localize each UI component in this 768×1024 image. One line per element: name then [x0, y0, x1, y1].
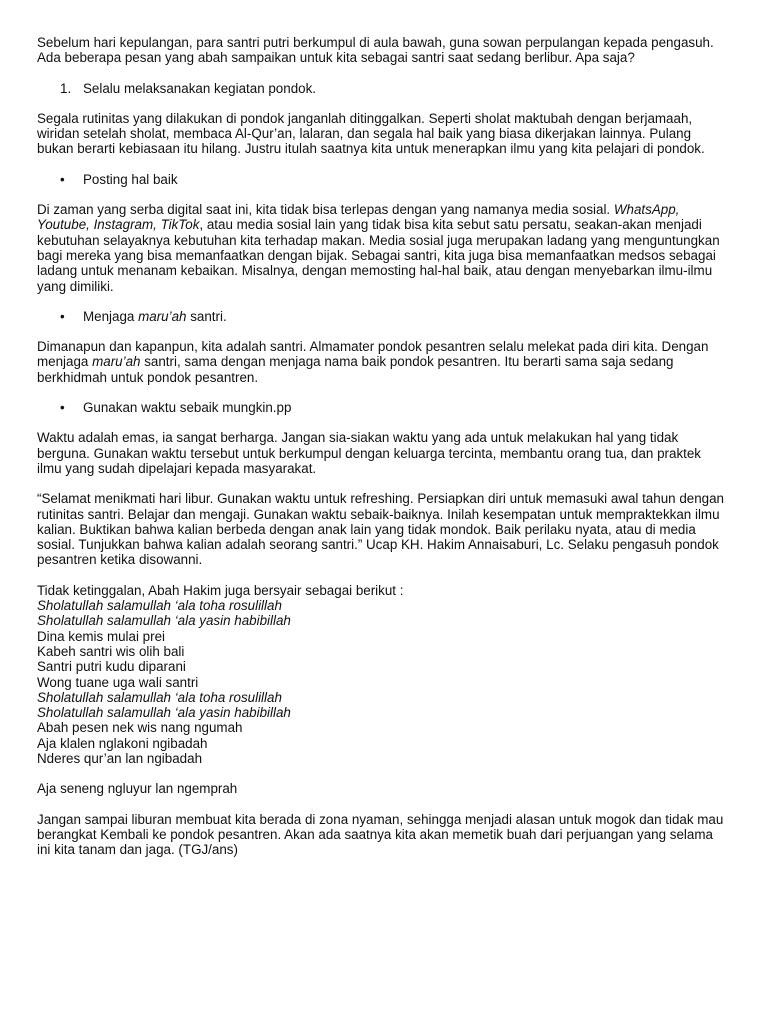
poem-line: Sholatullah salamullah ‘ala toha rosulillah: [37, 598, 282, 614]
poem-line: Santri putri kudu diparani: [37, 659, 186, 675]
bullet-icon: •: [60, 308, 65, 324]
bullet-item-posting: [60, 172, 728, 187]
text-run: Dimanapun dan kapanpun, kita adalah santri. Almamater pondok pesantren selalu melekat pada diri kita. Dengan menjaga: [37, 339, 709, 370]
bullet-label: [83, 309, 227, 324]
text-run: santri, sama dengan menjaga nama baik pondok pesantren. Itu berarti sama saja sedang berkhidmah untuk pondok pesantren.: [37, 354, 674, 385]
closing-paragraph: Jangan sampai liburan membuat kita berada di zona nyaman, sehingga menjadi alasan untuk mogok dan tidak mau berangkat Kembali ke pondok pesantren. Akan ada saatnya kita akan memetik buah dari perjuangan yang selama ini kita tanam dan jaga. (TGJ/ans): [37, 811, 724, 858]
paragraph-almamater: [37, 339, 728, 385]
numbered-item-1: [60, 81, 728, 96]
poem-line: Dina kemis mulai prei: [37, 628, 165, 644]
bullet-icon: •: [60, 400, 65, 416]
paragraph-rutinitas: Segala rutinitas yang dilakukan di pondok janganlah ditinggalkan. Seperti sholat maktubah dengan berjamaah, wiridan setelah sholat, membaca Al-Qur’an, lalaran, dan segala hal baik yang biasa dikerjakan lainnya. Pulang bukan berarti kebiasaan itu hilang. Justru itulah saatnya kita untuk menerapkan ilmu yang kita pelajari di pondok.: [37, 110, 705, 157]
poem-line: Abah pesen nek wis nang ngumah: [37, 720, 243, 736]
text-run: santri.: [186, 308, 227, 324]
list-item-label: Selalu melaksanakan kegiatan pondok.: [83, 80, 317, 96]
text-run: , atau media sosial lain yang tidak bisa kita sebut satu persatu, seakan-akan menjadi kebutuhan selayaknya kebutuhan kita terhadap makan. Media sosial juga merupakan ladang yang menguntungkan bagi mereka yang bisa memanfaatkan dengan bijak. Sebagai santri, kita juga bisa memanfaatkan medsos sebagai ladang untuk menanam kebaikan. Misalnya, dengan memosting hal-hal baik, atau dengan menyebarkan ilmu-ilmu yang dimiliki.: [37, 217, 720, 294]
poem-line: Aja klalen nglakoni ngibadah: [37, 735, 208, 751]
italic-run: maru’ah: [92, 354, 141, 370]
poem-block: [37, 583, 728, 767]
italic-run: WhatsApp, Youtube, Instagram, TikTok: [37, 202, 680, 233]
bullet-item-waktu: [60, 400, 728, 415]
poem-line: Wong tuane uga wali santri: [37, 674, 199, 690]
intro-paragraph: Sebelum hari kepulangan, para santri putri berkumpul di aula bawah, guna sowan perpulangan kepada pengasuh. Ada beberapa pesan yang abah sampaikan untuk kita sebagai santri saat sedang berlibur. Apa saja?: [37, 35, 714, 66]
quote-paragraph: “Selamat menikmati hari libur. Gunakan waktu untuk refreshing. Persiapkan diri untuk memasuki awal tahun dengan rutinitas santri. Belajar dan mengaji. Gunakan waktu sebaik-baiknya. Inilah kesempatan untuk mempraktekkan ilmu kalian. Buktikan bahwa kalian berbeda dengan anak lain yang tidak mondok. Baik perilaku nyata, atau di media sosial. Tunjukkan bahwa kalian adalah seorang santri.” Ucap KH. Hakim Annaisaburi, Lc. Selaku pengasuh pondok pesantren ketika disowanni.: [37, 491, 725, 568]
bullet-icon: •: [60, 171, 65, 187]
poem-line: Nderes qur’an lan ngibadah: [37, 750, 203, 766]
bullet-label: Gunakan waktu sebaik mungkin.pp: [83, 400, 292, 416]
bullet-item-maruah: [60, 309, 728, 324]
poem-line: Sholatullah salamullah ‘ala yasin habibillah: [37, 613, 291, 629]
italic-run: maru’ah: [138, 308, 187, 324]
text-run: Di zaman yang serba digital saat ini, kita tidak bisa terlepas dengan yang namanya media sosial.: [37, 202, 614, 218]
poem-line: Kabeh santri wis olih bali: [37, 643, 185, 659]
poem-last-line: Aja seneng ngluyur lan ngemprah: [37, 781, 238, 797]
poem-line: Sholatullah salamullah ‘ala yasin habibillah: [37, 705, 291, 721]
paragraph-waktu: Waktu adalah emas, ia sangat berharga. Jangan sia-siakan waktu yang ada untuk melakukan hal yang tidak berguna. Gunakan waktu tersebut untuk berkumpul dengan keluarga tercinta, membantu orang tua, dan praktek ilmu yang sudah dipelajari kepada masyarakat.: [37, 430, 702, 476]
poem-line: Sholatullah salamullah ‘ala toha rosulillah: [37, 689, 282, 705]
text-run: Menjaga: [83, 308, 139, 324]
paragraph-media-sosial: [37, 202, 728, 294]
list-number: 1.: [60, 80, 72, 96]
bullet-label: Posting hal baik: [83, 171, 178, 187]
poem-intro: Tidak ketinggalan, Abah Hakim juga bersyair sebagai berikut :: [37, 582, 404, 598]
